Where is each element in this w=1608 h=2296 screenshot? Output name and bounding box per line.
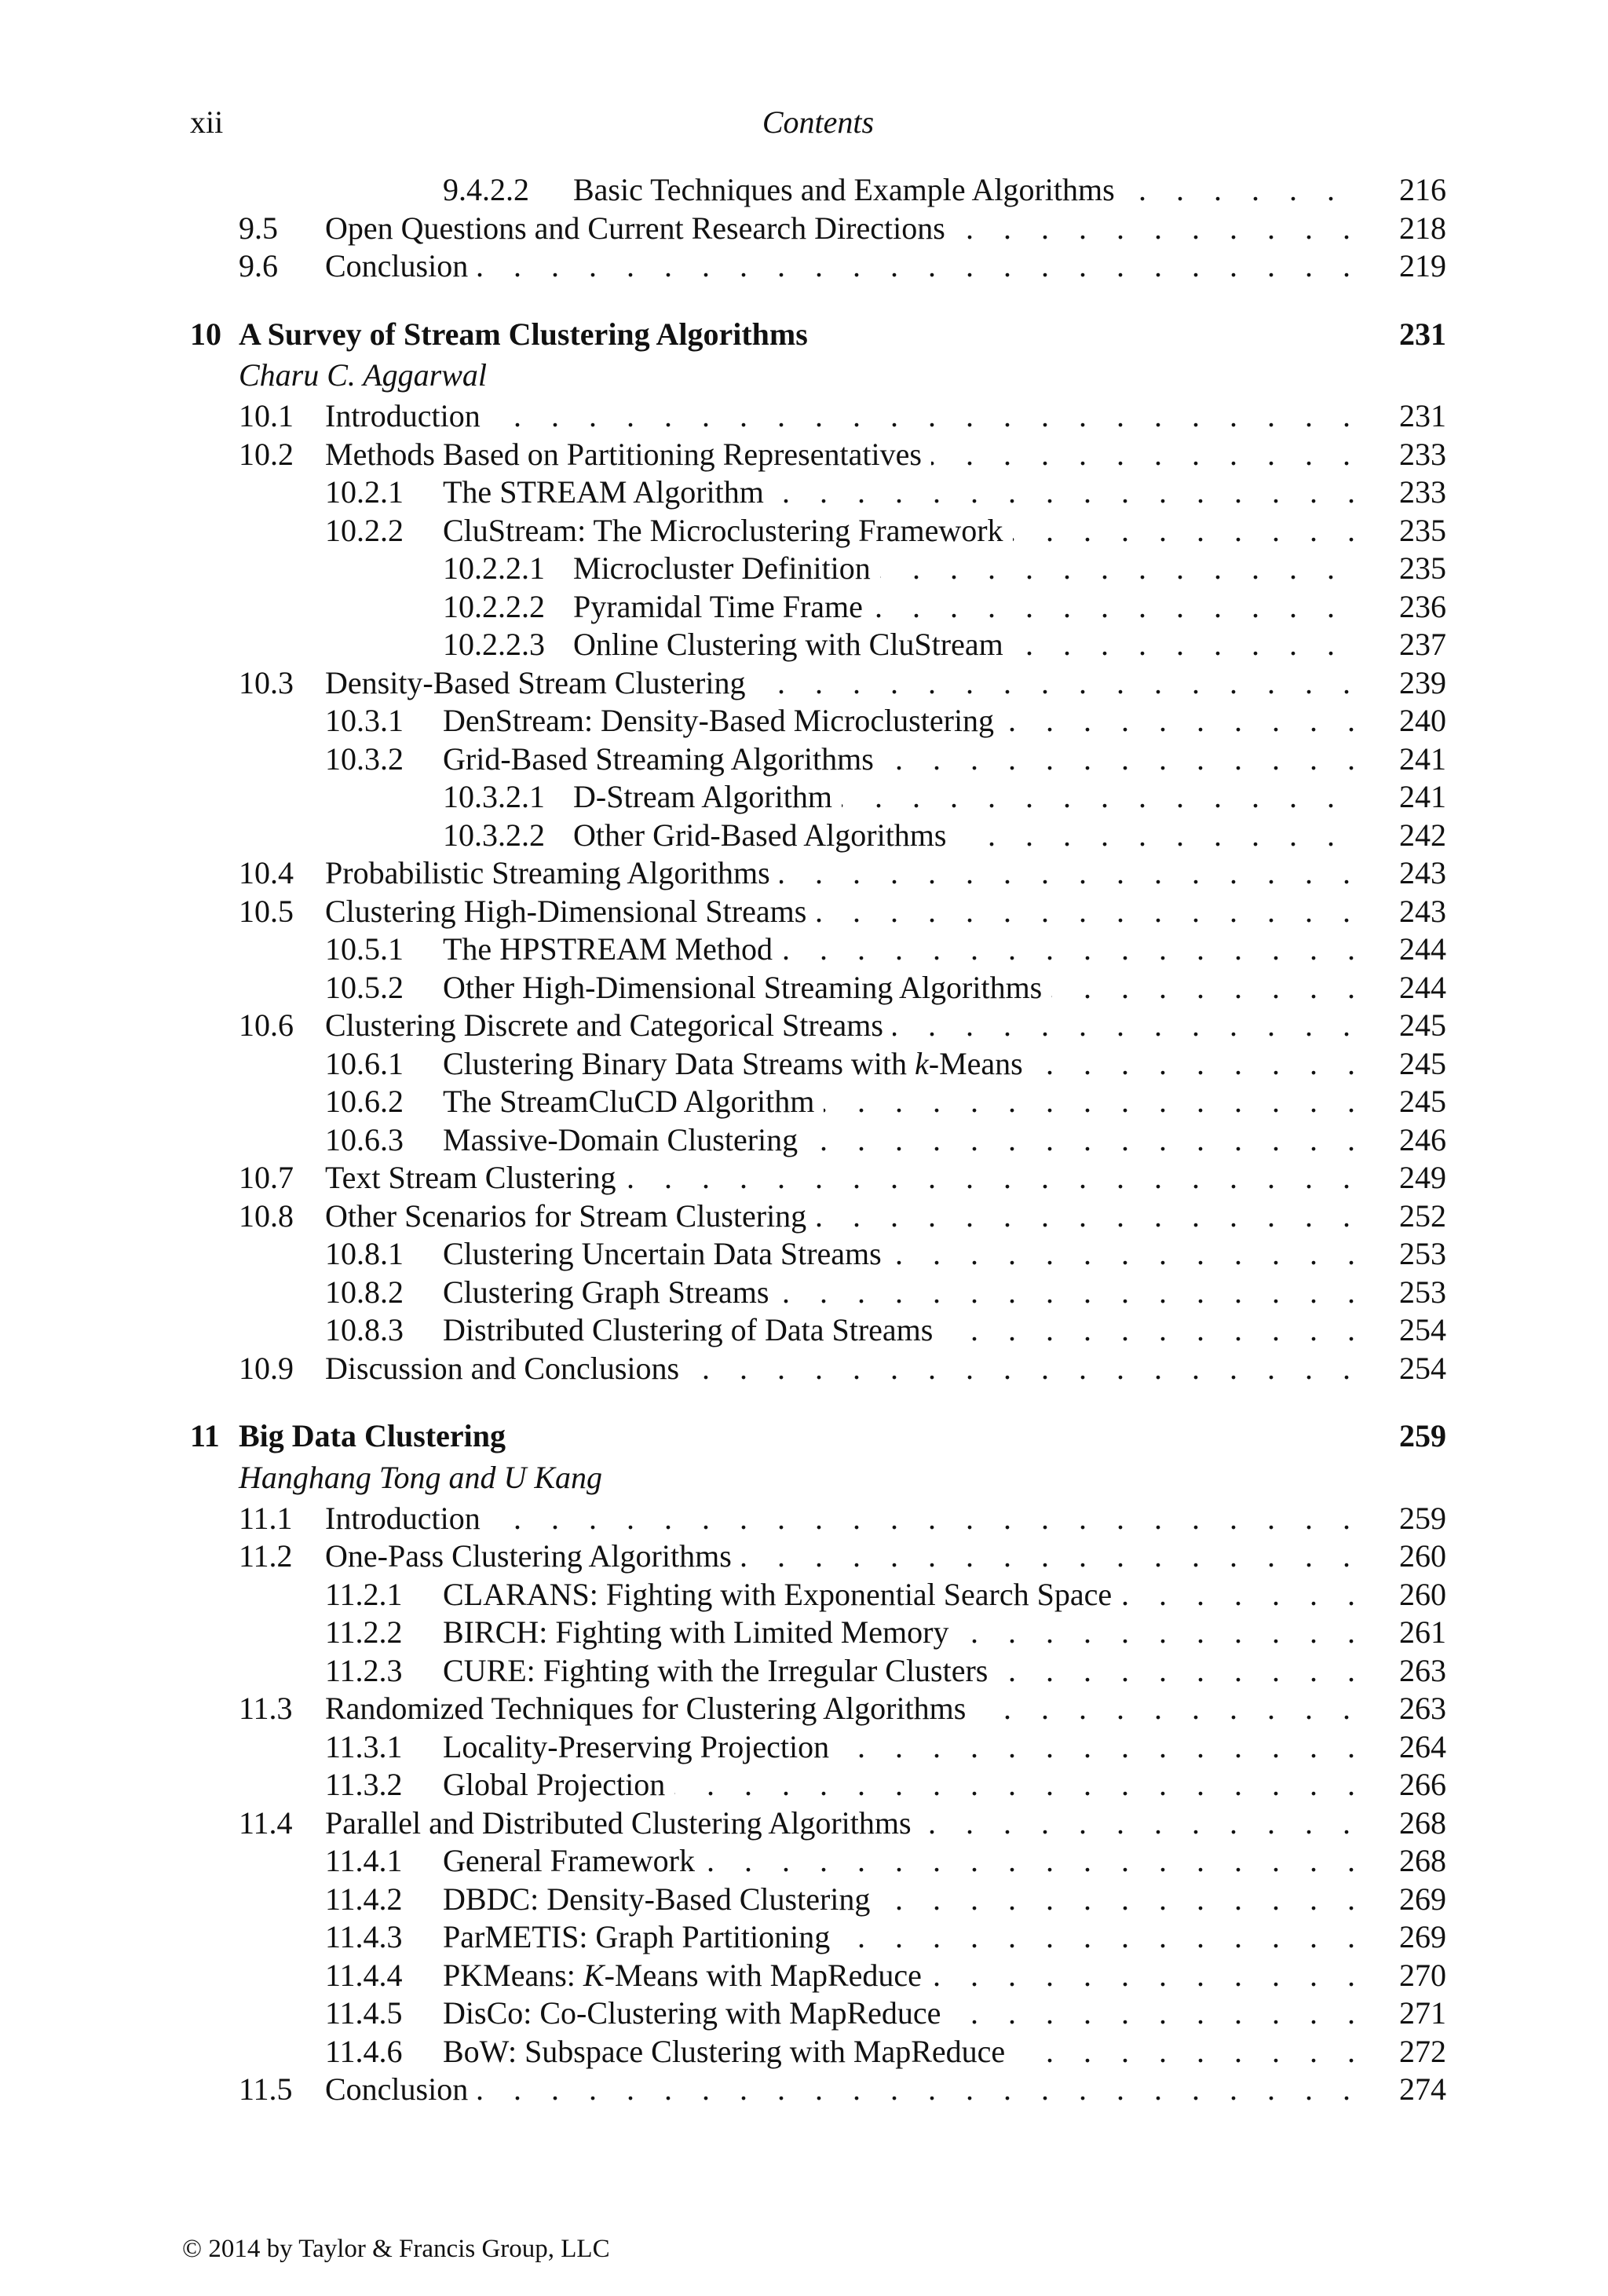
toc-entry-title: DBDC: Density-Based Clustering	[443, 1881, 879, 1919]
toc-entry-number: 10.7	[239, 1160, 294, 1195]
toc-entry[interactable]	[190, 1235, 1446, 1274]
toc-entry[interactable]	[190, 1652, 1446, 1691]
toc-entry[interactable]	[190, 1918, 1446, 1957]
toc-entry[interactable]	[190, 1045, 1446, 1084]
toc-entry-number: 10.3.2.2	[443, 817, 545, 853]
toc-entry-number: 10.2.2.2	[443, 588, 545, 624]
toc-entry-page: 243	[1368, 893, 1446, 931]
dot-leader	[325, 247, 1358, 286]
toc-continued-entries	[190, 171, 1446, 286]
toc-entry-number: 11.1	[239, 1500, 293, 1536]
toc-entry-page: 272	[1368, 2033, 1446, 2071]
toc-entry-number: 11.4.6	[325, 2033, 403, 2069]
toc-entry-number: 10.6.3	[325, 1121, 404, 1157]
toc-entry-title: Probabilistic Streaming Algorithms	[325, 854, 780, 893]
toc-entry-page: 245	[1368, 1007, 1446, 1045]
toc-entry-number: 10.6	[239, 1007, 294, 1043]
toc-entry-number: 10.8	[239, 1197, 294, 1234]
toc-entry-page: 254	[1368, 1311, 1446, 1350]
toc-entry-number: 11.3.2	[325, 1767, 403, 1802]
toc-entry-title: Clustering Graph Streams	[443, 1274, 779, 1312]
toc-entry[interactable]	[190, 210, 1446, 248]
toc-entry-page: 271	[1368, 1994, 1446, 2033]
toc-entry-title: CLARANS: Fighting with Exponential Search Space	[443, 1576, 1121, 1614]
toc-entry-page: 216	[1368, 171, 1446, 210]
toc-entry-page: 274	[1368, 2071, 1446, 2109]
toc-entry-title: Distributed Clustering of Data Streams	[443, 1311, 942, 1350]
toc-entry[interactable]	[190, 1121, 1446, 1160]
toc-entry-title: Basic Techniques and Example Algorithms	[573, 171, 1124, 210]
toc-entry-number: 10.5.1	[325, 931, 404, 967]
toc-entry-number: 11.5	[239, 2071, 293, 2107]
toc-entry-number: 10.2.2.3	[443, 627, 545, 662]
toc-entry-title: Introduction	[325, 1500, 490, 1538]
toc-entry-number: 10.6.1	[325, 1045, 404, 1081]
toc-entry-number: 11.4.1	[325, 1843, 403, 1878]
table-of-contents	[190, 171, 1446, 2109]
toc-entry-title: DenStream: Density-Based Microclustering	[443, 702, 1003, 740]
toc-entry-number: 11.2.1	[325, 1576, 403, 1612]
toc-entry-number: 11.3.1	[325, 1728, 403, 1764]
toc-entry[interactable]	[190, 1500, 1446, 1538]
toc-entry[interactable]	[190, 778, 1446, 817]
toc-entry-title: Methods Based on Partitioning Representatives	[325, 436, 931, 474]
toc-entry-number: 11.4.4	[325, 1957, 403, 1993]
toc-entry-number: 11.4.5	[325, 1995, 403, 2031]
toc-entry-title: Parallel and Distributed Clustering Algorithms	[325, 1804, 921, 1843]
toc-entry-title: Clustering Discrete and Categorical Streams	[325, 1007, 893, 1045]
toc-entry-page: 231	[1368, 397, 1446, 436]
toc-entry-page: 263	[1368, 1690, 1446, 1728]
toc-entry[interactable]	[190, 1311, 1446, 1350]
toc-entry[interactable]	[190, 247, 1446, 286]
toc-entry-number: 11.3	[239, 1691, 293, 1726]
toc-entry-number: 10.8.1	[325, 1236, 404, 1271]
toc-entry[interactable]	[190, 436, 1446, 474]
toc-entry[interactable]	[190, 1994, 1446, 2033]
toc-entry[interactable]	[190, 1728, 1446, 1767]
toc-entry-title: Conclusion	[325, 2071, 477, 2109]
toc-entry-title: Massive-Domain Clustering	[443, 1121, 807, 1160]
toc-entry-number: 10.2.2.1	[443, 550, 545, 586]
toc-entry-number: 11.4	[239, 1804, 293, 1841]
toc-entry-title: Other Grid-Based Algorithms	[573, 817, 956, 855]
toc-entry-page: 266	[1368, 1766, 1446, 1804]
toc-entry-number: 11.4.3	[325, 1919, 403, 1954]
toc-entry-page: 242	[1368, 817, 1446, 855]
toc-entry-page: 245	[1368, 1083, 1446, 1121]
chapter-11-entries	[190, 1500, 1446, 2109]
toc-entry-title: Density-Based Stream Clustering	[325, 664, 755, 703]
toc-entry-page: 241	[1368, 740, 1446, 779]
copyright-footer: © 2014 by Taylor & Francis Group, LLC	[182, 2235, 610, 2263]
toc-entry-page: 254	[1368, 1350, 1446, 1388]
chapter-author: Hanghang Tong and U Kang	[239, 1459, 603, 1495]
toc-entry[interactable]	[190, 1274, 1446, 1312]
toc-entry[interactable]	[190, 1881, 1446, 1919]
toc-entry-title: BIRCH: Fighting with Limited Memory	[443, 1614, 958, 1652]
toc-entry-number: 10.3.1	[325, 703, 404, 738]
toc-entry-page: 239	[1368, 664, 1446, 703]
toc-entry[interactable]	[190, 702, 1446, 740]
chapter-page: 231	[1399, 316, 1446, 352]
toc-entry[interactable]	[190, 1576, 1446, 1614]
toc-entry-number: 10.4	[239, 855, 294, 890]
toc-entry-title: Locality-Preserving Projection	[443, 1728, 839, 1767]
toc-entry-title: Clustering High-Dimensional Streams	[325, 893, 816, 931]
toc-entry-page: 249	[1368, 1159, 1446, 1197]
dot-leader	[325, 2071, 1358, 2109]
toc-entry-page: 261	[1368, 1614, 1446, 1652]
toc-entry-title: Other Scenarios for Stream Clustering	[325, 1197, 816, 1236]
toc-entry-page: 260	[1368, 1537, 1446, 1576]
toc-entry-page: 260	[1368, 1576, 1446, 1614]
toc-entry-page: 218	[1368, 210, 1446, 248]
toc-entry-number: 10.2.1	[325, 474, 404, 510]
toc-entry-number: 10.3	[239, 664, 294, 700]
toc-entry-title: BoW: Subspace Clustering with MapReduce	[443, 2033, 1014, 2071]
toc-entry-page: 219	[1368, 247, 1446, 286]
toc-entry-page: 253	[1368, 1235, 1446, 1274]
toc-entry-page: 240	[1368, 702, 1446, 740]
toc-entry[interactable]	[190, 1614, 1446, 1652]
toc-entry[interactable]	[190, 1766, 1446, 1804]
toc-entry[interactable]	[190, 512, 1446, 550]
toc-entry-number: 10.3.2.1	[443, 779, 545, 814]
toc-entry-number: 10.2.2	[325, 512, 404, 548]
toc-entry-number: 10.2	[239, 436, 294, 472]
toc-entry-page: 263	[1368, 1652, 1446, 1691]
toc-entry[interactable]	[190, 473, 1446, 512]
toc-entry-page: 252	[1368, 1197, 1446, 1236]
toc-entry-number: 11.2.2	[325, 1614, 403, 1650]
toc-entry-number: 11.2	[239, 1538, 293, 1574]
toc-entry-number: 10.8.3	[325, 1312, 404, 1347]
toc-entry[interactable]	[190, 1957, 1446, 1995]
toc-entry-number: 10.5.2	[325, 969, 404, 1005]
toc-entry-number: 10.9	[239, 1350, 294, 1386]
toc-entry-title: Clustering Uncertain Data Streams	[443, 1235, 891, 1274]
toc-entry-title: DisCo: Co-Clustering with MapReduce	[443, 1994, 950, 2033]
chapter-title: Big Data Clustering	[239, 1418, 506, 1453]
toc-entry[interactable]	[190, 1197, 1446, 1236]
toc-entry-title: Discussion and Conclusions	[325, 1350, 689, 1388]
toc-entry-number: 10.1	[239, 398, 294, 433]
toc-entry-title: Online Clustering with CluStream	[573, 626, 1013, 664]
toc-entry[interactable]	[190, 2033, 1446, 2071]
toc-entry-title: The STREAM Algorithm	[443, 473, 773, 512]
toc-entry-title: Pyramidal Time Frame	[573, 588, 872, 627]
toc-entry-title: D-Stream Algorithm	[573, 778, 842, 817]
chapter-title: A Survey of Stream Clustering Algorithms	[239, 316, 808, 352]
toc-entry[interactable]	[190, 969, 1446, 1007]
chapter-number: 11	[190, 1418, 220, 1453]
toc-entry-title: PKMeans: K-Means with MapReduce	[443, 1957, 931, 1995]
toc-entry-page: 236	[1368, 588, 1446, 627]
toc-entry[interactable]	[190, 1083, 1446, 1121]
running-title: Contents	[762, 104, 875, 140]
toc-entry[interactable]	[190, 817, 1446, 855]
toc-entry-page: 270	[1368, 1957, 1446, 1995]
toc-entry-page: 269	[1368, 1881, 1446, 1919]
chapter-heading-10[interactable]	[190, 316, 1446, 354]
toc-entry[interactable]	[190, 550, 1446, 588]
toc-entry-page: 241	[1368, 778, 1446, 817]
toc-entry[interactable]	[190, 740, 1446, 779]
toc-entry-page: 253	[1368, 1274, 1446, 1312]
toc-entry-number: 11.2.3	[325, 1652, 403, 1688]
toc-entry-page: 245	[1368, 1045, 1446, 1084]
toc-entry-title: One-Pass Clustering Algorithms	[325, 1537, 741, 1576]
toc-entry[interactable]	[190, 1159, 1446, 1197]
toc-entry-page: 264	[1368, 1728, 1446, 1767]
toc-entry[interactable]	[190, 1690, 1446, 1728]
toc-entry-title: CURE: Fighting with the Irregular Clusters	[443, 1652, 997, 1691]
page-number: xii	[190, 104, 224, 140]
chapter-page: 259	[1399, 1418, 1446, 1453]
toc-entry-page: 244	[1368, 930, 1446, 969]
toc-entry-number: 10.5	[239, 893, 294, 929]
toc-entry-title: Conclusion	[325, 247, 477, 286]
toc-entry-title: Microcluster Definition	[573, 550, 880, 588]
toc-entry-number: 10.3.2	[325, 740, 404, 777]
toc-entry[interactable]	[190, 2071, 1446, 2109]
chapter-10-entries	[190, 397, 1446, 1387]
toc-entry-page: 233	[1368, 436, 1446, 474]
toc-entry-number: 10.8.2	[325, 1274, 404, 1310]
toc-entry[interactable]	[190, 1350, 1446, 1388]
toc-entry-title: Other High-Dimensional Streaming Algorithms	[443, 969, 1051, 1007]
toc-entry-page: 244	[1368, 969, 1446, 1007]
toc-entry[interactable]	[190, 893, 1446, 931]
toc-entry-title: Global Projection	[443, 1766, 674, 1804]
toc-entry-page: 269	[1368, 1918, 1446, 1957]
toc-entry[interactable]	[190, 626, 1446, 664]
toc-entry[interactable]	[190, 930, 1446, 969]
toc-entry-page: 235	[1368, 512, 1446, 550]
page-header	[190, 101, 1446, 144]
toc-entry-page: 235	[1368, 550, 1446, 588]
chapter-heading-11[interactable]	[190, 1417, 1446, 1456]
chapter-author: Charu C. Aggarwal	[239, 357, 487, 393]
toc-entry-number: 9.5	[239, 210, 278, 246]
toc-entry[interactable]	[190, 397, 1446, 436]
toc-entry-title: Text Stream Clustering	[325, 1159, 625, 1197]
toc-entry[interactable]	[190, 1537, 1446, 1576]
toc-entry-page: 246	[1368, 1121, 1446, 1160]
toc-entry[interactable]	[190, 588, 1446, 627]
toc-entry-title: Grid-Based Streaming Algorithms	[443, 740, 883, 779]
toc-entry-page: 259	[1368, 1500, 1446, 1538]
toc-entry-title: The HPSTREAM Method	[443, 930, 782, 969]
toc-entry-page: 233	[1368, 473, 1446, 512]
toc-entry-number: 9.6	[239, 248, 278, 283]
toc-entry-title: Introduction	[325, 397, 490, 436]
toc-entry-title: Open Questions and Current Research Directions	[325, 210, 955, 248]
toc-entry-title: ParMETIS: Graph Partitioning	[443, 1918, 839, 1957]
toc-entry-number: 9.4.2.2	[443, 172, 529, 207]
toc-entry[interactable]	[190, 1842, 1446, 1881]
toc-entry[interactable]	[190, 1007, 1446, 1045]
chapter-number: 10	[190, 316, 221, 352]
toc-entry-number: 10.6.2	[325, 1084, 404, 1119]
toc-entry-number: 11.4.2	[325, 1881, 403, 1917]
toc-entry[interactable]	[190, 664, 1446, 703]
toc-entry-title: General Framework	[443, 1842, 704, 1881]
toc-entry-title: Randomized Techniques for Clustering Algorithms	[325, 1690, 975, 1728]
toc-entry-title: CluStream: The Microclustering Framework	[443, 512, 1013, 550]
toc-entry-page: 268	[1368, 1842, 1446, 1881]
toc-entry[interactable]	[190, 854, 1446, 893]
toc-entry-title: Clustering Binary Data Streams with k-Means	[443, 1045, 1032, 1084]
toc-entry-title: The StreamCluCD Algorithm	[443, 1083, 824, 1121]
toc-entry-page: 268	[1368, 1804, 1446, 1843]
toc-entry[interactable]	[190, 171, 1446, 210]
toc-entry-page: 237	[1368, 626, 1446, 664]
toc-entry[interactable]	[190, 1804, 1446, 1843]
toc-entry-page: 243	[1368, 854, 1446, 893]
